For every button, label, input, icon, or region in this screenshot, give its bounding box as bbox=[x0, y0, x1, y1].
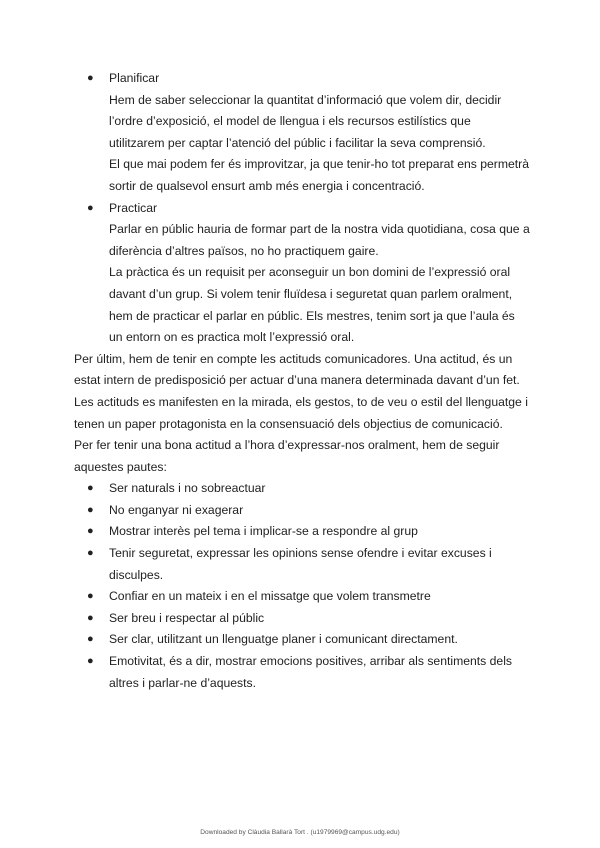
text-line: sortir de qualsevol ensurt amb més energia i concentració. bbox=[109, 178, 425, 193]
text-line: tenen un paper protagonista en la consensuació dels objectius de comunicació. bbox=[74, 416, 503, 431]
text-line: l’ordre d’exposició, el model de llengua i els recursos estilístics que bbox=[109, 114, 471, 129]
bullet-icon: ● bbox=[87, 633, 94, 646]
text-line: disculpes. bbox=[109, 567, 164, 582]
text-line: No enganyar ni exagerar bbox=[109, 502, 244, 517]
text-line: Per fer tenir una bona actitud a l’hora d’expressar-nos oralment, hem de seguir bbox=[74, 438, 500, 453]
text-line: davant d’un grup. Si volem tenir fluïdesa i seguretat quan parlem oralment, bbox=[109, 286, 513, 301]
text-line: Ser breu i respectar al públic bbox=[109, 610, 265, 625]
list-item bbox=[74, 586, 534, 608]
download-footer: Downloaded by Clàudia Ballarà Tort . (u1979969@campus.udg.edu) bbox=[200, 829, 400, 836]
text-line: El que mai podem fer és improvitzar, ja que tenir-ho tot preparat ens permetrà bbox=[109, 157, 529, 172]
bullet-icon: ● bbox=[87, 547, 94, 560]
text-line: un entorn on es practica molt l’expressió oral. bbox=[109, 330, 355, 345]
text-line: aquestes pautes: bbox=[74, 459, 167, 474]
bullet-icon: ● bbox=[87, 525, 94, 538]
item-title: Practicar bbox=[109, 200, 158, 215]
text-line: hem de practicar el parlar en públic. Els mestres, tenim sort ja que l’aula és bbox=[109, 308, 515, 323]
list-item-practicar bbox=[74, 198, 534, 349]
text-line: La pràctica és un requisit per aconseguir un bon domini de l’expressió oral bbox=[109, 265, 511, 280]
text-line: Ser clar, utilitzant un llenguatge planer i comunicant directament. bbox=[109, 632, 458, 647]
text-line: Ser naturals i no sobreactuar bbox=[109, 481, 266, 496]
text-line: estat intern de predisposició per actuar d’una manera determinada davant d’un fet. bbox=[74, 373, 520, 388]
list-item-planificar bbox=[74, 68, 534, 198]
list-item bbox=[74, 500, 534, 522]
text-line: Mostrar interès pel tema i implicar-se a respondre al grup bbox=[109, 524, 418, 539]
text-line: Parlar en públic hauria de formar part de la nostra vida quotidiana, cosa que a bbox=[109, 222, 530, 237]
bullet-icon: ● bbox=[87, 201, 94, 214]
document-body bbox=[74, 68, 534, 694]
bullet-icon: ● bbox=[87, 611, 94, 624]
bullet-icon: ● bbox=[87, 655, 94, 668]
bullet-icon: ● bbox=[87, 482, 94, 495]
text-line: Confiar en un mateix i en el missatge que volem transmetre bbox=[109, 589, 431, 604]
item-title: Planificar bbox=[109, 71, 160, 85]
text-line: Les actituds es manifesten en la mirada, els gestos, to de veu o estil del llenguatge i bbox=[74, 394, 528, 409]
bullet-icon: ● bbox=[87, 72, 94, 84]
text-line: altres i parlar-ne d’aquests. bbox=[109, 675, 256, 690]
text-line: Emotivitat, és a dir, mostrar emocions positives, arribar als sentiments dels bbox=[109, 654, 513, 669]
text-line: diferència d’altres països, no ho practiquem gaire. bbox=[109, 243, 379, 258]
text-line: Tenir seguretat, expressar les opinions sense ofendre i evitar excuses i bbox=[109, 546, 492, 561]
list-item bbox=[74, 521, 534, 543]
bullet-icon: ● bbox=[87, 590, 94, 603]
list-item bbox=[74, 651, 534, 694]
text-line: utilitzarem per captar l’atenció del públic i facilitar la seva comprensió. bbox=[109, 135, 486, 150]
list-item bbox=[74, 478, 534, 500]
text-line: Per últim, hem de tenir en compte les actituds comunicadores. Una actitud, és un bbox=[74, 351, 513, 366]
list-item bbox=[74, 543, 534, 586]
list-item bbox=[74, 629, 534, 651]
paragraph-actituds bbox=[74, 349, 534, 479]
guidelines-list bbox=[74, 478, 534, 694]
bullet-icon: ● bbox=[87, 503, 94, 516]
list-item bbox=[74, 608, 534, 630]
text-line: Hem de saber seleccionar la quantitat d’informació que volem dir, decidir bbox=[109, 92, 502, 107]
